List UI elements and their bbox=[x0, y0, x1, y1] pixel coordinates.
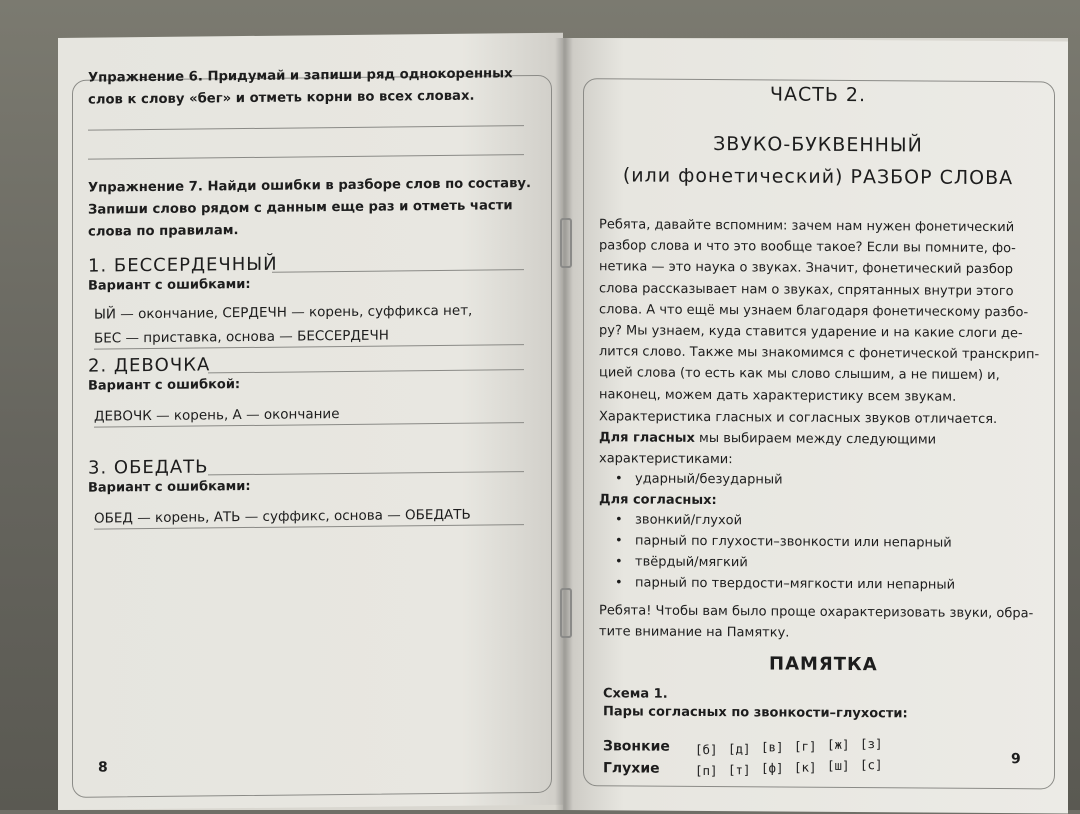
voiceless-label: Глухие bbox=[603, 760, 660, 777]
consonant-item: звонкий/глухой bbox=[635, 512, 743, 529]
voiced-consonant: [д] bbox=[728, 740, 751, 756]
item-2-title: 2. ДЕВОЧКА bbox=[88, 354, 211, 377]
item-1-title: 1. БЕССЕРДЕЧНЫЙ bbox=[88, 253, 278, 277]
item-3-variant: Вариант с ошибками: bbox=[88, 478, 251, 496]
page-number: 9 bbox=[1011, 751, 1021, 768]
exercise-7-line-1: Упражнение 7. Найди ошибки в разборе слов по составу. bbox=[88, 176, 532, 196]
exercise-7-line-3: слова по правилам. bbox=[88, 223, 239, 240]
right-page bbox=[563, 38, 1068, 814]
vowels-label: Для гласных bbox=[599, 430, 695, 446]
part-heading: ЧАСТЬ 2. bbox=[769, 83, 867, 107]
intro-line: ру? Мы узнаем, куда ставится ударение и на какие слоги де- bbox=[599, 323, 1023, 342]
intro-line: разбор слова и что это вообще такое? Если вы помните, фо- bbox=[599, 238, 1016, 257]
voiceless-consonant: [ш] bbox=[827, 757, 850, 774]
item-2-answer-line-1: ДЕВОЧК — корень, А — окончание bbox=[94, 406, 340, 425]
consonant-item: парный по твердости–мягкости или непарный bbox=[635, 575, 956, 593]
vowels-line bbox=[599, 427, 936, 451]
vowel-item: ударный/безударный bbox=[635, 471, 783, 488]
title-line-2: (или фонетический) РАЗБОР СЛОВА bbox=[622, 164, 1014, 190]
book-spine bbox=[555, 38, 573, 810]
bullet-dot: • bbox=[615, 471, 623, 487]
memo-title: ПАМЯТКА bbox=[769, 653, 878, 676]
workbook-spread bbox=[58, 38, 1068, 810]
voiceless-consonant: [п] bbox=[695, 762, 718, 779]
intro-line: цией слова (то есть как мы слово слышим, а не пишем) и, bbox=[599, 365, 1000, 384]
voiced-consonant: [в] bbox=[761, 739, 784, 755]
closing-line-2: тите внимание на Памятку. bbox=[599, 624, 790, 641]
exercise-6-line-2: слов к слову «бег» и отметь корни во всех словах. bbox=[88, 88, 475, 108]
voiced-consonant: [б] bbox=[695, 741, 718, 758]
intro-line: слова. А что ещё мы узнаем благодаря фонетическому разбо- bbox=[599, 302, 1029, 321]
bullet-dot: • bbox=[615, 554, 623, 570]
closing-line-1: Ребята! Чтобы вам было проще охарактеризовать звуки, обра- bbox=[599, 603, 1034, 622]
item-1-answer-line-1: ЫЙ — окончание, СЕРДЕЧН — корень, суффикса нет, bbox=[94, 302, 473, 323]
item-1-variant: Вариант с ошибками: bbox=[88, 276, 251, 294]
voiceless-consonant: [т] bbox=[728, 761, 751, 777]
characteristic-line: Характеристика гласных и согласных звуков отличается. bbox=[599, 409, 998, 428]
item-1-answer-line-2: БЕС — приставка, основа — БЕССЕРДЕЧН bbox=[94, 327, 389, 347]
staple bbox=[560, 218, 572, 268]
bullet-dot: • bbox=[615, 512, 623, 528]
consonant-item: твёрдый/мягкий bbox=[635, 554, 748, 571]
voiceless-consonant: [с] bbox=[860, 756, 883, 772]
title-line-1: ЗВУКО-БУКВЕННЫЙ bbox=[713, 133, 923, 157]
voiceless-consonant: [ф] bbox=[761, 760, 784, 776]
intro-line: нетика — это наука о звуках. Значит, фонетический разбор bbox=[599, 259, 1014, 278]
exercise-6-line-1: Упражнение 6. Придумай и запиши ряд однокоренных bbox=[88, 66, 513, 86]
consonant-item: парный по глухости–звонкости или непарный bbox=[635, 533, 952, 551]
item-3-answer-line-1: ОБЕД — корень, АТЬ — суффикс, основа — ОБЕДАТЬ bbox=[94, 506, 471, 527]
scheme-description: Пары согласных по звонкости–глухости: bbox=[603, 704, 908, 722]
voiced-label: Звонкие bbox=[603, 738, 670, 755]
intro-line: слова рассказывает нам о звуках, спрятанных внутри этого bbox=[599, 280, 1014, 299]
bullet-dot: • bbox=[615, 533, 623, 549]
bullet-dot: • bbox=[615, 575, 623, 591]
item-3-title: 3. ОБЕДАТЬ bbox=[88, 456, 209, 479]
voiced-consonant: [ж] bbox=[827, 736, 850, 753]
voiced-consonant: [г] bbox=[794, 738, 817, 754]
voiced-consonant: [з] bbox=[860, 735, 883, 751]
intro-line: Ребята, давайте вспомним: зачем нам нужен фонетический bbox=[599, 217, 1015, 236]
scheme-label: Схема 1. bbox=[603, 686, 668, 702]
vowels-rest: мы выбираем между следующими bbox=[694, 430, 937, 448]
item-2-variant: Вариант с ошибкой: bbox=[88, 377, 241, 394]
voiceless-consonant: [к] bbox=[794, 759, 817, 775]
exercise-7-line-2: Запиши слово рядом с данным еще раз и отметь части bbox=[88, 198, 513, 218]
left-page bbox=[58, 33, 563, 810]
staple bbox=[560, 588, 572, 638]
page-number: 8 bbox=[98, 759, 108, 776]
intro-line: лится слово. Также мы знакомимся с фонетической транскрип- bbox=[599, 344, 1040, 363]
consonants-label: Для согласных: bbox=[599, 492, 717, 509]
intro-line: наконец, можем дать характеристику всем звукам. bbox=[599, 386, 957, 405]
vowels-line-2: характеристиками: bbox=[599, 451, 733, 468]
